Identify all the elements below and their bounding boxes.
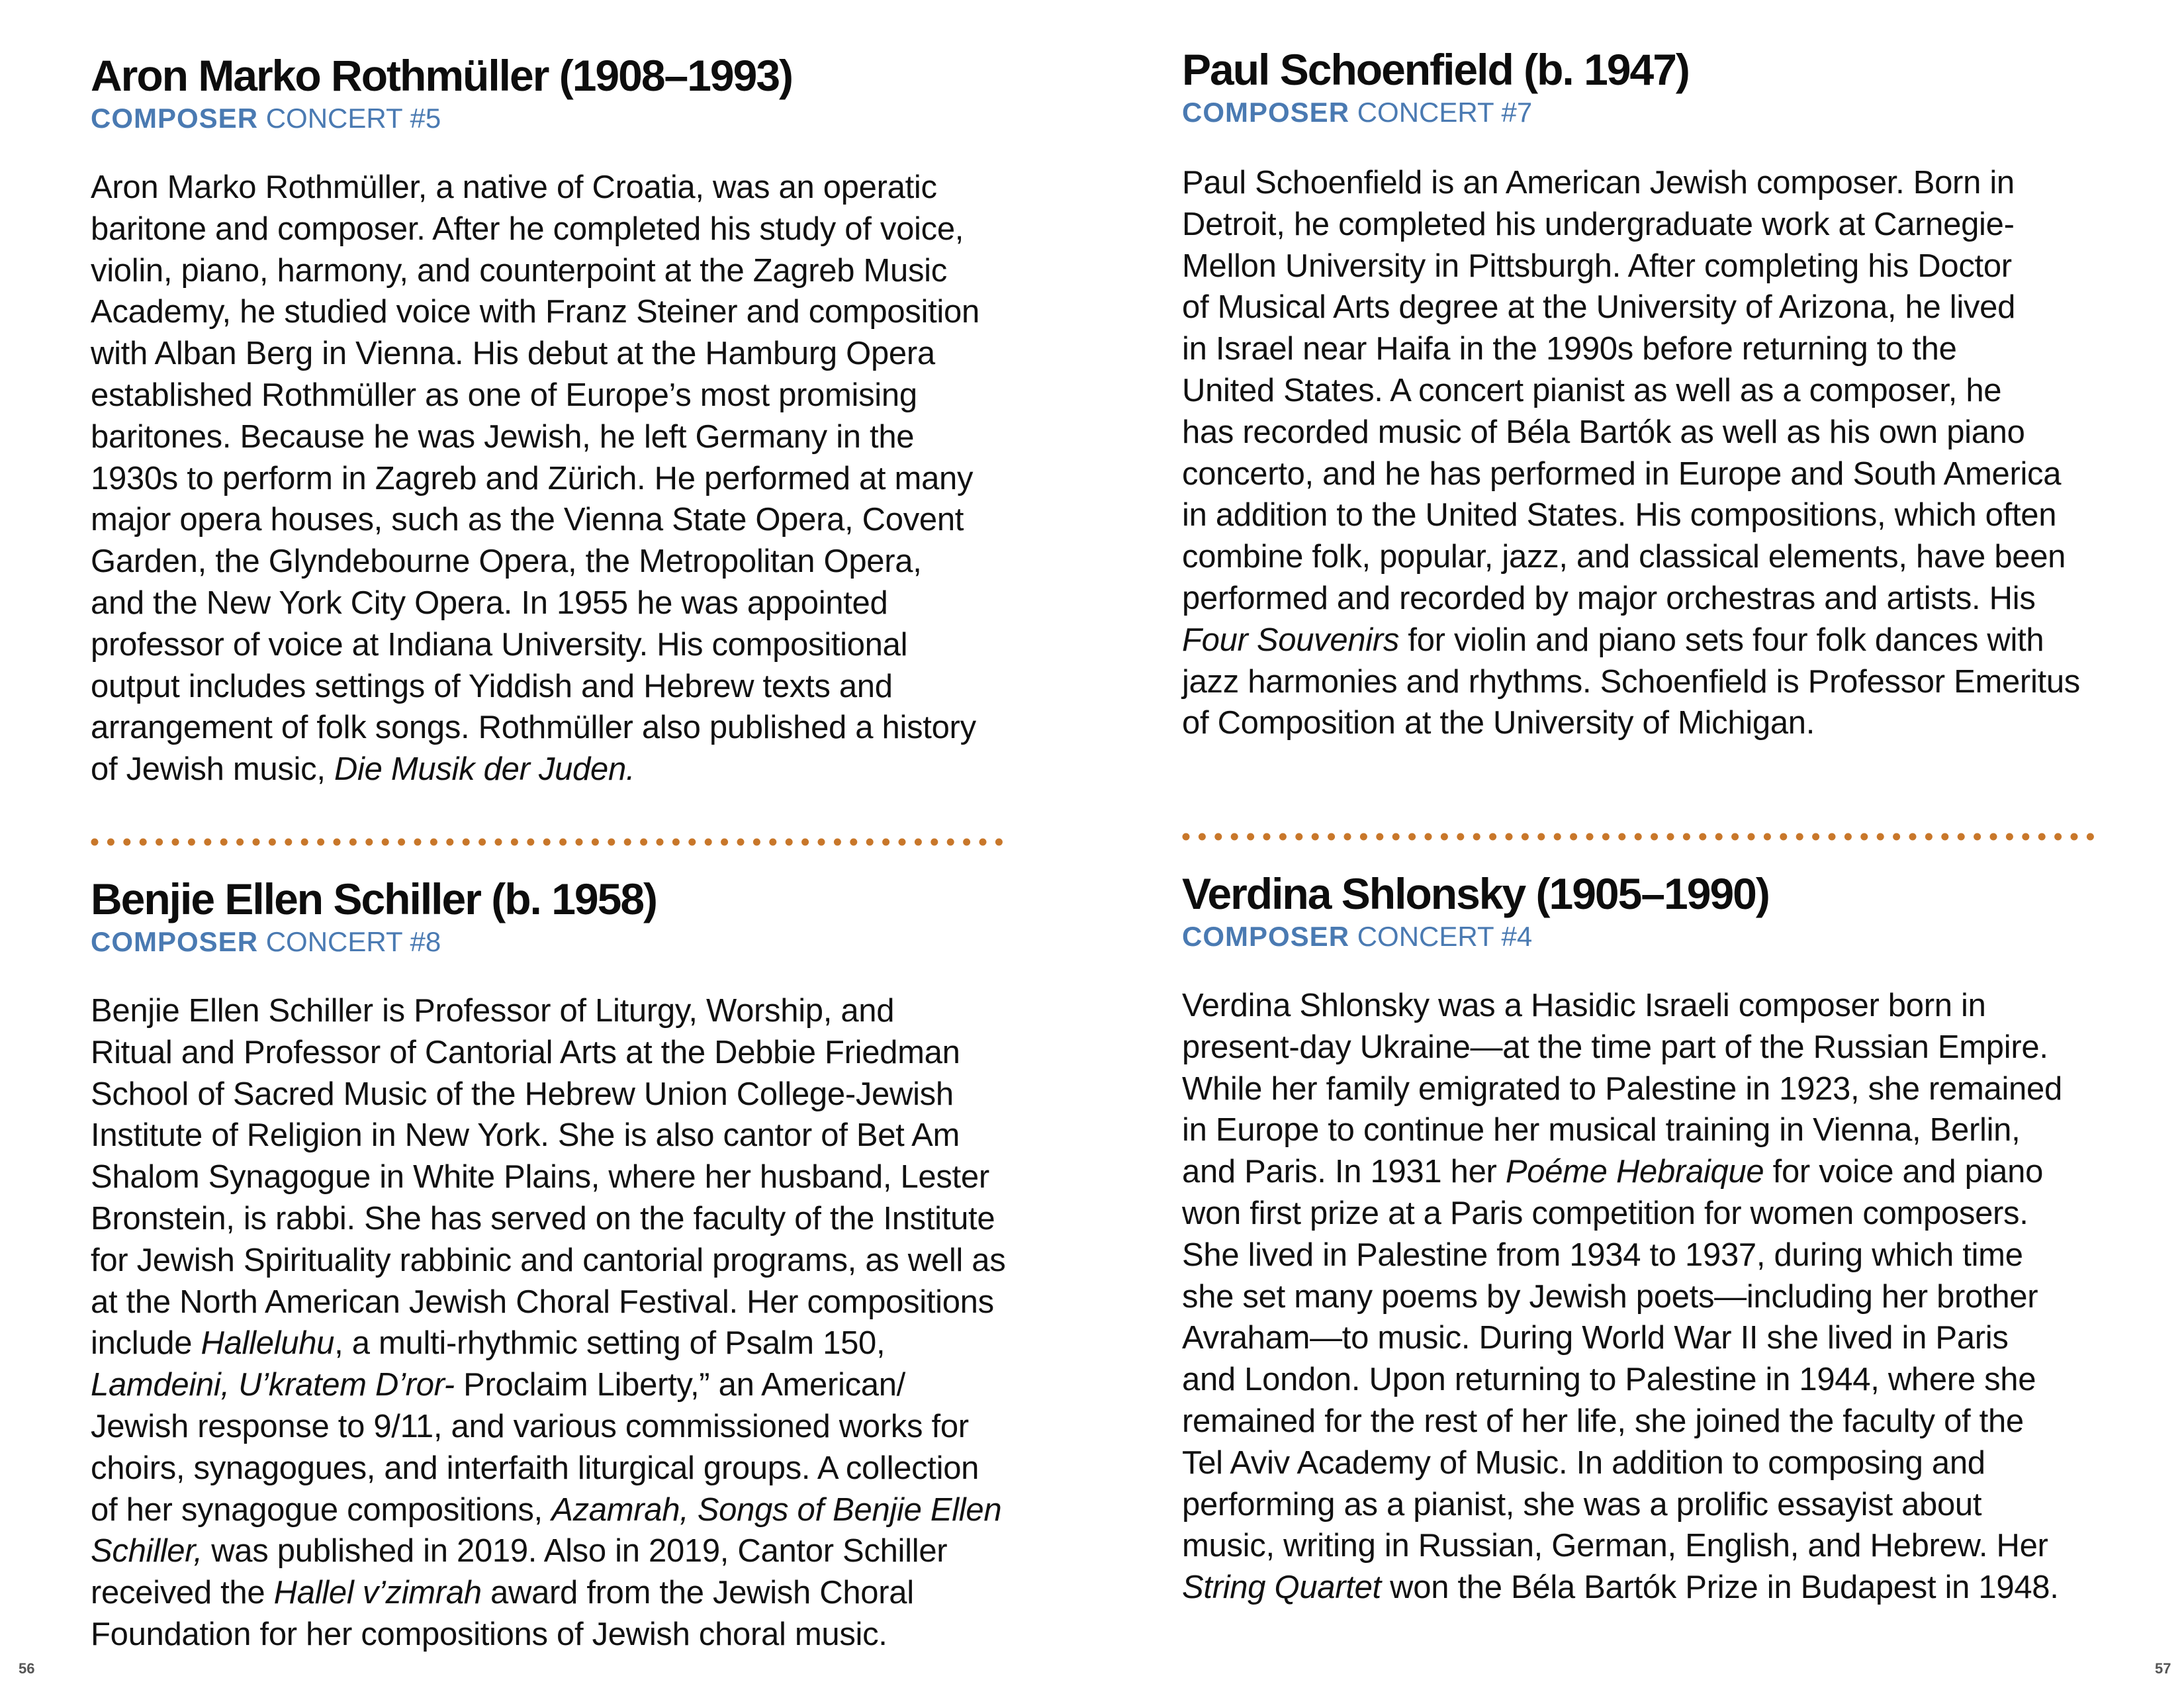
bio-body: [1182, 985, 2142, 1609]
bio-body-line: [1182, 328, 2142, 370]
dotted-divider-right: [1182, 832, 2102, 841]
bio-subtitle: [91, 925, 1050, 959]
bio-body-line: [1182, 1193, 2142, 1235]
bio-body-text: choirs, synagogues, and interfaith liturgical groups. A collection: [91, 1450, 979, 1486]
bio-body-italic: Schiller,: [91, 1533, 203, 1570]
bio-body-text: Detroit, he completed his undergraduate work at Carnegie-: [1182, 206, 2015, 242]
bio-body-line: [91, 1282, 1050, 1323]
dotted-divider-right-svg: [1182, 832, 2102, 841]
bio-body-text: at the North American Jewish Choral Festival. Her compositions: [91, 1284, 994, 1320]
bio-body-text: combine folk, popular, jazz, and classical elements, have been: [1182, 539, 2066, 575]
bio-body-line: [91, 583, 1050, 624]
bio-body-line: [91, 1489, 1050, 1531]
bio-body-italic: Azamrah, Songs of Benjie Ellen: [551, 1491, 1002, 1528]
bio-subtitle: [91, 102, 1050, 135]
bio-body-line: [91, 1156, 1050, 1198]
bio-body: [91, 167, 1050, 790]
bio-body-line: [1182, 1525, 2142, 1567]
bio-body-text: Shalom Synagogue in White Plains, where her husband, Lester: [91, 1159, 989, 1196]
bio-concert: CONCERT #7: [1357, 97, 1533, 128]
bio-body-text: concerto, and he has performed in Europe and South America: [1182, 455, 2062, 492]
bio-body-text: of Composition at the University of Michigan.: [1182, 705, 1815, 741]
bio-body-line: [91, 458, 1050, 500]
bio-body-line: [91, 707, 1050, 749]
bio-body-line: [91, 1406, 1050, 1448]
bio-role: COMPOSER: [91, 103, 259, 134]
bio-name: Aron Marko Rothmüller (1908–1993): [91, 51, 793, 100]
bio-body-text: jazz harmonies and rhythms. Schoenfield is Professor Emeritus: [1182, 663, 2081, 700]
bio-body-text: award from the Jewish Choral: [481, 1575, 914, 1611]
bio-body-line: [91, 1074, 1050, 1115]
bio-body-line: [1182, 494, 2142, 536]
bio-body-text: with Alban Berg in Vienna. His debut at the Hamburg Opera: [91, 336, 935, 372]
bio-body-text: Paul Schoenfield is an American Jewish composer. Born in: [1182, 165, 2015, 201]
page-number-right: 57: [2155, 1660, 2171, 1677]
bio-body-text: of Musical Arts degree at the University of Arizona, he lived: [1182, 289, 2016, 326]
bio-body-line: [91, 1448, 1050, 1489]
bio-body-text: Benjie Ellen Schiller is Professor of Liturgy, Worship, and: [91, 993, 895, 1029]
bio-body-line: [1182, 661, 2142, 703]
bio-body-line: [1182, 536, 2142, 578]
bio-body-line: [91, 1323, 1050, 1364]
bio-body-text: She lived in Palestine from 1934 to 1937, during which time: [1182, 1237, 2023, 1273]
dotted-divider-left: [91, 837, 1004, 847]
bio-body-line: [91, 990, 1050, 1032]
bio-body-text: United States. A concert pianist as well as a composer, he: [1182, 372, 2002, 408]
bio-body-line: [91, 416, 1050, 458]
bio-body-text: present-day Ukraine—at the time part of the Russian Empire.: [1182, 1029, 2048, 1065]
bio-body-text: violin, piano, harmony, and counterpoint at the Zagreb Music: [91, 252, 947, 289]
bio-body-italic: Poéme Hebraique: [1505, 1154, 1764, 1190]
bio-body-line: [91, 1364, 1050, 1406]
bio-concert: CONCERT #8: [265, 926, 441, 957]
bio-body-text: Verdina Shlonsky was a Hasidic Israeli composer born in: [1182, 988, 1986, 1023]
bio-name: Paul Schoenfield (b. 1947): [1182, 45, 1689, 94]
bio-body-italic: Four Souvenirs: [1182, 622, 1400, 658]
bio-body-line: [91, 209, 1050, 250]
bio-body-line: [1182, 1359, 2142, 1401]
bio-body-italic: Die Musik der Juden.: [334, 751, 635, 788]
dotted-divider-left-svg: [91, 837, 1004, 847]
bio-body-line: [91, 1032, 1050, 1074]
bio-body-line: [1182, 204, 2142, 246]
bio-body-text: performed and recorded by major orchestras and artists. His: [1182, 580, 2036, 616]
bio-body-text: of her synagogue compositions,: [91, 1491, 552, 1528]
bio-body-line: [1182, 246, 2142, 287]
bio-body-text: and Paris. In 1931 her: [1182, 1154, 1506, 1190]
bio-body-text: won the Béla Bartók Prize in Budapest in 1948.: [1381, 1570, 2059, 1606]
bio-body-line: [91, 541, 1050, 583]
bio-role: COMPOSER: [1182, 921, 1350, 952]
bio-body-text: she set many poems by Jewish poets—including her brother: [1182, 1278, 2038, 1315]
bio-body-italic: Halleluhu: [201, 1325, 335, 1362]
bio-body-text: won first prize at a Paris competition for women composers.: [1182, 1195, 2028, 1231]
bio-role: COMPOSER: [1182, 97, 1350, 128]
bio-body-text: performing as a pianist, she was a prolific essayist about: [1182, 1486, 1982, 1523]
bio-body-italic: Lamdeini, U’kratem D’ror-: [91, 1367, 455, 1403]
bio-body-line: [91, 333, 1050, 375]
bio-body-line: [1182, 1484, 2142, 1526]
bio-body-line: [1182, 1151, 2142, 1193]
bio-subtitle: [1182, 920, 2142, 953]
bio-body-text: While her family emigrated to Palestine in 1923, she remained: [1182, 1070, 2062, 1107]
bio-body: [91, 990, 1050, 1656]
bio-body-line: [1182, 162, 2142, 204]
bio-body-line: [1182, 702, 2142, 744]
bio-body-line: [91, 167, 1050, 209]
bio-body-line: [91, 666, 1050, 708]
bio-body-text: baritone and composer. After he completed his study of voice,: [91, 211, 964, 247]
bio-body-text: Aron Marko Rothmüller, a native of Croatia, was an operatic: [91, 169, 937, 205]
bio-body-line: [1182, 1276, 2142, 1318]
bio-body-text: for Jewish Spirituality rabbinic and cantorial programs, as well as: [91, 1242, 1006, 1278]
bio-body-text: received the: [91, 1575, 274, 1611]
bio-body-line: [1182, 985, 2142, 1027]
bio-body-line: [91, 1572, 1050, 1614]
bio-body-line: [1182, 1401, 2142, 1442]
bio-body-line: [1182, 1567, 2142, 1609]
bio-body-text: Jewish response to 9/11, and various commissioned works for: [91, 1408, 969, 1444]
bio-body-line: [1182, 453, 2142, 495]
bio-body-line: [1182, 412, 2142, 453]
bio-body-text: music, writing in Russian, German, English, and Hebrew. Her: [1182, 1528, 2048, 1564]
bio-body-line: [91, 1530, 1050, 1572]
bio-shlonsky: [1182, 867, 2142, 1609]
bio-body-text: and London. Upon returning to Palestine in 1944, where she: [1182, 1362, 2036, 1398]
bio-body-text: established Rothmüller as one of Europe’s most promising: [91, 377, 917, 413]
bio-rothmuller: [91, 49, 1050, 790]
bio-body: [1182, 162, 2142, 744]
bio-body-line: [91, 1614, 1050, 1656]
bio-subtitle: [1182, 96, 2142, 129]
bio-body-text: was published in 2019. Also in 2019, Cantor Schiller: [202, 1533, 948, 1570]
bio-body-italic: Hallel v’zimrah: [273, 1575, 482, 1611]
bio-body-line: [1182, 620, 2142, 661]
bio-body-text: Institute of Religion in New York. She is also cantor of Bet Am: [91, 1117, 960, 1154]
bio-body-line: [1182, 1027, 2142, 1068]
bio-body-text: output includes settings of Yiddish and Hebrew texts and: [91, 668, 893, 704]
bio-body-text: Proclaim Liberty,” an American/: [454, 1367, 905, 1403]
bio-body-text: Bronstein, is rabbi. She has served on the faculty of the Institute: [91, 1200, 995, 1237]
bio-body-text: in Israel near Haifa in the 1990s before returning to the: [1182, 331, 1957, 367]
bio-body-text: , a multi-rhythmic setting of Psalm 150,: [334, 1325, 886, 1362]
bio-body-line: [91, 624, 1050, 666]
bio-body-text: School of Sacred Music of the Hebrew Union College-Jewish: [91, 1076, 954, 1112]
bio-body-line: [91, 1115, 1050, 1156]
bio-body-text: for violin and piano sets four folk dances with: [1399, 622, 2044, 658]
bio-body-line: [91, 375, 1050, 416]
bio-schoenfield: [1182, 43, 2142, 744]
bio-body-line: [1182, 1068, 2142, 1110]
bio-body-text: remained for the rest of her life, she joined the faculty of the: [1182, 1403, 2024, 1439]
bio-body-text: for voice and piano: [1764, 1154, 2044, 1190]
bio-body-text: 1930s to perform in Zagreb and Zürich. He performed at many: [91, 460, 974, 496]
bio-name: Verdina Shlonsky (1905–1990): [1182, 869, 1769, 918]
bio-body-text: has recorded music of Béla Bartók as well as his own piano: [1182, 414, 2025, 450]
bio-body-line: [1182, 1235, 2142, 1276]
bio-name: Benjie Ellen Schiller (b. 1958): [91, 874, 657, 923]
bio-body-text: Ritual and Professor of Cantorial Arts at the Debbie Friedman: [91, 1034, 960, 1070]
bio-concert: CONCERT #4: [1357, 921, 1533, 952]
bio-body-text: Garden, the Glyndebourne Opera, the Metropolitan Opera,: [91, 543, 922, 580]
bio-body-line: [1182, 370, 2142, 412]
bio-role: COMPOSER: [91, 926, 259, 957]
bio-body-line: [91, 1240, 1050, 1282]
bio-body-italic: String Quartet: [1182, 1570, 1381, 1606]
bio-body-text: and the New York City Opera. In 1955 he was appointed: [91, 585, 888, 621]
bio-body-line: [91, 291, 1050, 333]
bio-body-text: major opera houses, such as the Vienna State Opera, Covent: [91, 502, 964, 538]
bio-body-text: Foundation for her compositions of Jewish choral music.: [91, 1616, 887, 1652]
bio-body-text: of Jewish music,: [91, 751, 334, 788]
bio-body-line: [91, 499, 1050, 541]
bio-body-text: baritones. Because he was Jewish, he left Germany in the: [91, 418, 915, 455]
bio-body-text: Mellon University in Pittsburgh. After completing his Doctor: [1182, 248, 2012, 284]
bio-body-text: Tel Aviv Academy of Music. In addition to composing and: [1182, 1444, 1985, 1481]
bio-body-line: [1182, 1109, 2142, 1151]
bio-body-line: [1182, 1317, 2142, 1359]
bio-body-text: in Europe to continue her musical training in Vienna, Berlin,: [1182, 1112, 2021, 1149]
bio-body-line: [91, 1198, 1050, 1240]
bio-body-line: [1182, 1442, 2142, 1484]
bio-body-line: [91, 749, 1050, 790]
bio-schiller: [91, 872, 1050, 1656]
bio-body-line: [1182, 578, 2142, 620]
bio-body-text: Academy, he studied voice with Franz Steiner and composition: [91, 294, 979, 330]
bio-body-text: professor of voice at Indiana University. His compositional: [91, 626, 908, 663]
bio-body-line: [1182, 287, 2142, 328]
bio-body-text: include: [91, 1325, 201, 1362]
bio-body-text: in addition to the United States. His compositions, which often: [1182, 497, 2057, 534]
bio-body-text: arrangement of folk songs. Rothmüller also published a history: [91, 710, 976, 746]
bio-body-text: Avraham—to music. During World War II she lived in Paris: [1182, 1320, 2009, 1356]
bio-concert: CONCERT #5: [265, 103, 441, 134]
bio-body-line: [91, 250, 1050, 292]
page-number-left: 56: [19, 1660, 35, 1677]
